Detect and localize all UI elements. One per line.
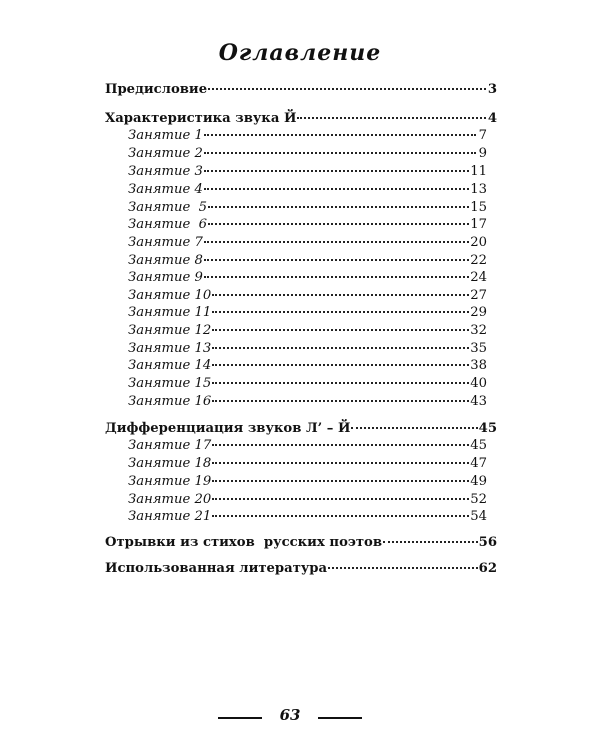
toc-entry-page: 9 [478,146,487,161]
dot-leader [204,276,469,278]
toc-entry-page: 24 [470,270,487,285]
toc-entry-label: Характеристика звука Й [105,111,297,126]
toc-entry-label: Занятие 18 [128,456,212,471]
toc-entry-label: Занятие 5 [128,200,208,215]
toc-lesson-entry [128,375,487,392]
footer-rule-left [218,717,262,719]
toc-lesson-entry [128,127,487,144]
toc-entry-page: 20 [470,235,487,250]
footer-rule-right [318,717,362,719]
toc-entry-page: 52 [470,492,487,507]
toc-entry-page: 40 [470,376,487,391]
toc-entry-page: 7 [478,128,487,143]
dot-leader [212,364,469,366]
dot-leader [212,444,469,446]
toc-entry-page: 38 [470,358,487,373]
toc-entry-label: Занятие 9 [128,270,203,285]
toc-entry-page: 56 [478,535,497,550]
toc-lesson-entry [128,357,487,374]
toc-entry-page: 49 [470,474,487,489]
toc-lesson-entry [128,252,487,269]
dot-leader [212,515,469,517]
toc-entry-label: Занятие 2 [128,146,203,161]
dot-leader [212,480,469,482]
toc-entry-page: 47 [470,456,487,471]
toc-entry-page: 35 [470,341,487,356]
toc-entry-page: 62 [478,561,497,576]
toc-entry-page: 32 [470,323,487,338]
toc-entry-label: Занятие 8 [128,253,203,268]
toc-entry-label: Использованная литература [105,561,328,576]
dot-leader [208,223,469,225]
toc-entry-label: Отрывки из стихов русских поэтов [105,535,383,550]
toc-section-entry [105,110,497,127]
toc-lesson-entry [128,145,487,162]
toc-entry-page: 27 [470,288,487,303]
toc-entry-label: Занятие 10 [128,288,212,303]
dot-leader [204,134,476,136]
toc-entry-label: Занятие 19 [128,474,212,489]
toc-lesson-entry [128,199,487,216]
toc-lesson-entry [128,216,487,233]
dot-leader [204,152,476,154]
toc-lesson-entry [128,269,487,286]
toc-entry-page: 54 [470,509,487,524]
toc-section-entry [105,420,497,437]
toc-lesson-entry [128,304,487,321]
toc-entry-label: Дифференциация звуков Л’ – Й [105,421,351,436]
toc-entry-label: Занятие 14 [128,358,212,373]
toc-lesson-entry [128,437,487,454]
toc-lesson-entry [128,393,487,410]
toc-entry-label: Занятие 12 [128,323,212,338]
dot-leader [212,329,469,331]
dot-leader [328,567,478,569]
toc-entry-label: Занятие 11 [128,305,212,320]
toc-lesson-entry [128,491,487,508]
page-title: Оглавление [218,40,382,66]
toc-entry-page: 15 [470,200,487,215]
dot-leader [383,541,478,543]
dot-leader [351,427,477,429]
dot-leader [204,259,469,261]
toc-entry-label: Занятие 16 [128,394,212,409]
toc-lesson-entry [128,340,487,357]
toc-section-entry [105,81,497,98]
toc-entry-label: Занятие 6 [128,217,208,232]
dot-leader [212,347,469,349]
page-footer [0,706,600,726]
dot-leader [212,400,469,402]
dot-leader [212,462,469,464]
toc-entry-label: Занятие 15 [128,376,212,391]
toc-entry-page: 29 [470,305,487,320]
toc-lesson-entry [128,455,487,472]
page-number: 63 [279,706,301,724]
toc-lesson-entry [128,163,487,180]
toc-lesson-entry [128,234,487,251]
toc-entry-page: 22 [470,253,487,268]
toc-entry-label: Занятие 17 [128,438,212,453]
dot-leader [204,241,469,243]
toc-lesson-entry [128,322,487,339]
toc-entry-page: 45 [470,438,487,453]
dot-leader [212,294,469,296]
dot-leader [297,117,486,119]
toc-entry-page: 3 [487,82,497,97]
dot-leader [212,498,469,500]
toc-entry-page: 11 [470,164,487,179]
toc-entry-label: Занятие 7 [128,235,203,250]
toc-entry-page: 13 [470,182,487,197]
toc-entry-label: Занятие 4 [128,182,203,197]
toc-entry-page: 17 [470,217,487,232]
dot-leader [212,382,469,384]
toc-entry-page: 45 [478,421,497,436]
toc-entry-page: 4 [487,111,497,126]
dot-leader [204,170,469,172]
toc-entry-label: Занятие 1 [128,128,203,143]
dot-leader [208,206,469,208]
toc-section-entry [105,534,497,551]
toc-entry-label: Занятие 20 [128,492,212,507]
toc-lesson-entry [128,287,487,304]
toc-lesson-entry [128,473,487,490]
toc-lesson-entry [128,508,487,525]
toc-entry-page: 43 [470,394,487,409]
dot-leader [204,188,469,190]
toc-section-entry [105,560,497,577]
toc-entry-label: Занятие 13 [128,341,212,356]
dot-leader [208,88,486,90]
toc-entry-label: Занятие 3 [128,164,203,179]
toc-entry-label: Занятие 21 [128,509,212,524]
dot-leader [212,311,469,313]
toc-lesson-entry [128,181,487,198]
toc-entry-label: Предисловие [105,82,208,97]
